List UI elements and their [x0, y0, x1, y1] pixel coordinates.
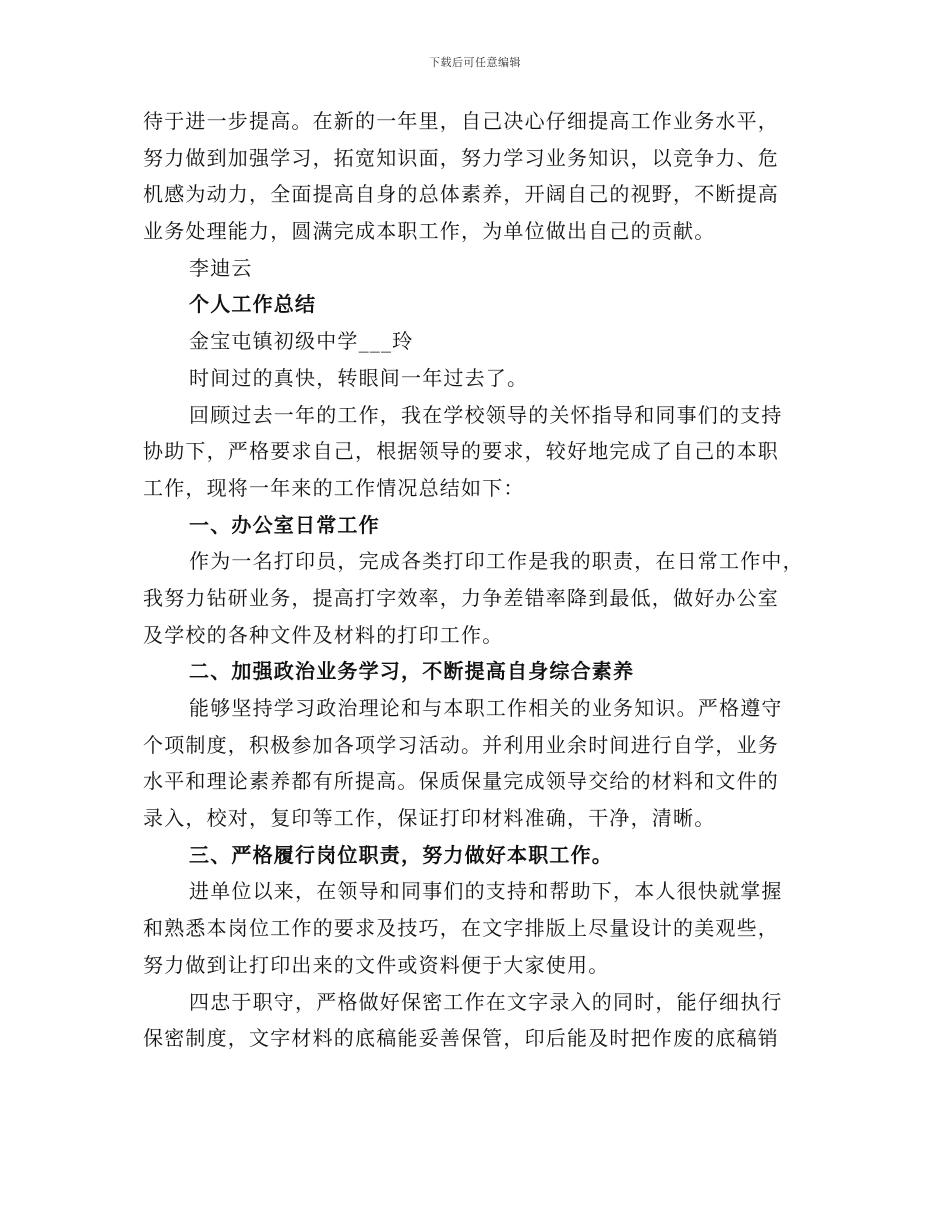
section-heading: 个人工作总结: [189, 292, 317, 317]
text-line: 待于进一步提高。在新的一年里，自己决心仔细提高工作业务水平，: [143, 109, 779, 133]
text-line: 水平和理论素养都有所提高。保质保量完成领导交给的材料和文件的: [143, 769, 779, 794]
text-line: 四忠于职守，严格做好保密工作在文字录入的同时，能仔细执行: [189, 989, 783, 1014]
text-line: 能够坚持学习政治理论和与本职工作相关的业务知识。严格遵守: [189, 696, 783, 720]
text-line: 努力做到加强学习，拓宽知识面，努力学习业务知识，以竞争力、危: [143, 145, 779, 170]
text-line: 个项制度，积极参加各项学习活动。并利用业余时间进行自学，业务: [143, 732, 779, 757]
text-line: 保密制度，文字材料的底稿能妥善保管，印后能及时把作废的底稿销: [143, 1026, 779, 1051]
text-line: 和熟悉本岗位工作的要求及技巧，在文字排版上尽量设计的美观些，: [143, 916, 779, 941]
text-line: 作为一名打印员，完成各类打印工作是我的职责，在日常工作中，: [189, 549, 804, 574]
text-line: 工作，现将一年来的工作情况总结如下：: [143, 475, 525, 500]
text-line: 进单位以来，在领导和同事们的支持和帮助下，本人很快就掌握: [189, 879, 783, 904]
text-line: 机感为动力，全面提高自身的总体素养，开阔自己的视野，不断提高: [143, 182, 779, 207]
section-heading: 三、严格履行岗位职责，努力做好本职工作。: [189, 842, 613, 867]
page-header: 下载后可任意编辑: [429, 56, 521, 69]
text-line: 及学校的各种文件及材料的打印工作。: [143, 622, 504, 647]
text-line: 时间过的真快，转眼间一年过去了。: [189, 365, 529, 390]
text-line: 回顾过去一年的工作，我在学校领导的关怀指导和同事们的支持: [189, 402, 783, 427]
text-line: 我努力钻研业务，提高打字效率，力争差错率降到最低，做好办公室: [143, 585, 779, 610]
text-line: 李迪云: [189, 255, 253, 280]
section-heading: 一、办公室日常工作: [189, 512, 380, 537]
document-body: [143, 103, 823, 1057]
section-heading: 二、加强政治业务学习，不断提高自身综合素养: [189, 659, 635, 684]
text-line: 努力做到让打印出来的文件或资料便于大家使用。: [143, 952, 610, 977]
text-line: 录入，校对，复印等工作，保证打印材料准确，干净，清晰。: [143, 806, 716, 831]
text-line: 业务处理能力，圆满完成本职工作，为单位做出自己的贡献。: [143, 219, 716, 244]
text-line: 协助下，严格要求自己，根据领导的要求，较好地完成了自己的本职: [143, 439, 779, 464]
text-line: 金宝屯镇初级中学___玲: [189, 329, 414, 354]
